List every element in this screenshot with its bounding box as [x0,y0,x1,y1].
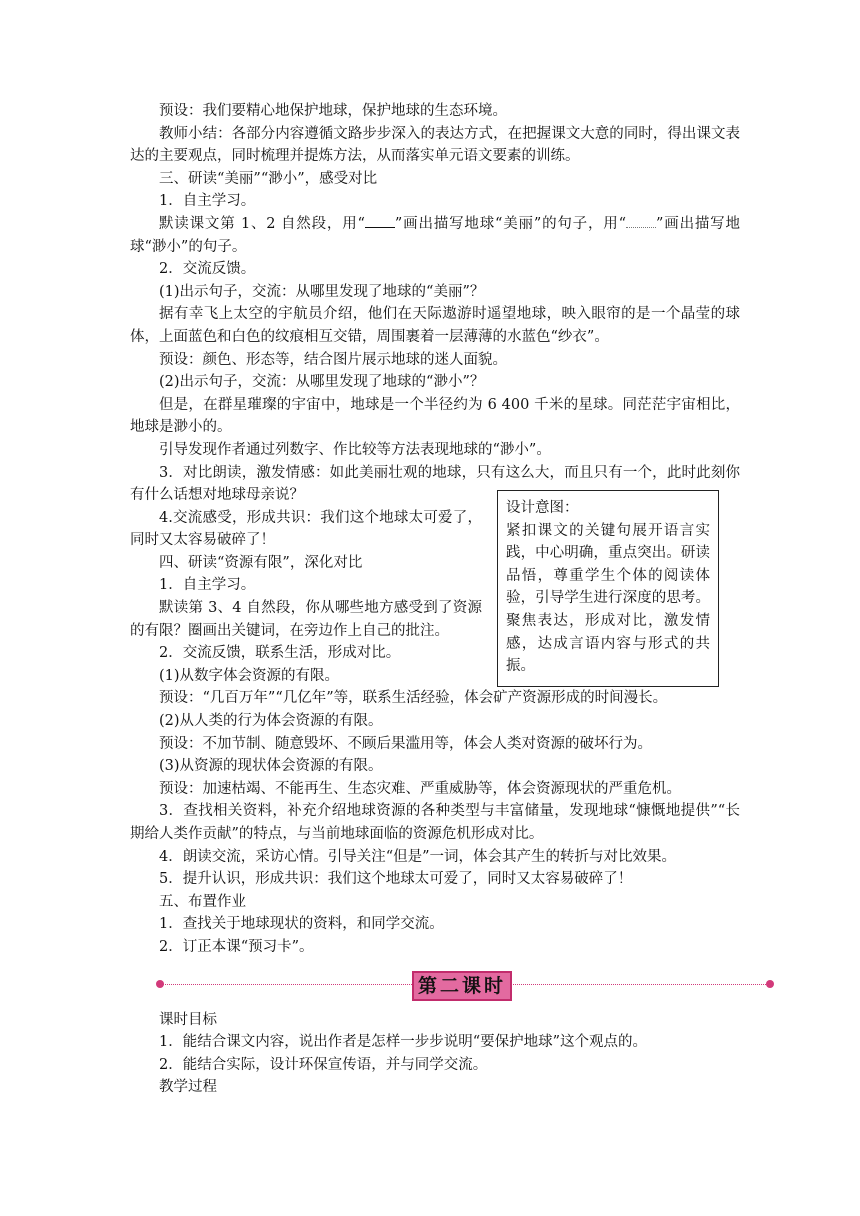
paragraph: 2．交流反馈。 [159,261,256,278]
paragraph: 2．订正本课“预习卡”。 [159,938,314,955]
paragraph: 据有幸飞上太空的宇航员介绍，他们在天际遨游时遥望地球，映入眼帘的是一个晶莹的球体，上面蓝色和白色的纹痕相互交错，周围裹着一层薄薄的水蓝色“纱衣”。 [130,306,740,345]
paragraph: 3．对比朗读，激发情感：如此美丽壮观的地球，只有这么大，而且只有一个，此时此刻你有什么话想对地球母亲说？ [130,464,740,504]
text-span: ”画出描写地球“渺小”的句子。 [130,215,740,255]
divider-dot-right [766,980,774,988]
paragraph: 教师小结：各部分内容遵循文路步步深入的表达方式，在把握课文大意的同时，得出课文表达的主要观点，同时梳理并提炼方法，从而落实单元语文要素的训练。 [130,125,740,165]
subheading: 课时目标 [159,1011,217,1028]
section-banner: 第二课时 [412,971,512,1001]
design-intent-text: 紧扣课文的关键句展开语言实践，中心明确，重点突出。研读品悟，尊重学生个体的阅读体验，引导学生进行深度的思考。聚焦表达，形成对比，激发情感，达成言语内容与形式的共振。 [506,522,710,675]
paragraph: 预设：加速枯竭、不能再生、生态灾难、严重威胁等，体会资源现状的严重危机。 [159,780,681,797]
paragraph: 1．查找关于地球现状的资料，和同学交流。 [159,916,444,933]
wavy-underline-mark [626,215,656,228]
document-page [130,100,740,1099]
paragraph: 2．交流反馈，联系生活，形成对比。 [159,645,401,662]
paragraph: 4.交流感受，形成共识：我们这个地球太可爱了，同时又太容易破碎了！ [130,509,482,549]
paragraph: 引导发现作者通过列数字、作比较等方法表现地球的“渺小”。 [159,441,551,458]
paragraph: 但是，在群星璀璨的宇宙中，地球是一个半径约为 6 400 千米的星球。同茫茫宇宙相比，地球是渺小的。 [130,396,740,436]
subheading: 教学过程 [159,1079,217,1096]
wrapped-column [130,507,482,643]
paragraph: 1．自主学习。 [159,577,256,594]
paragraph: (3)从资源的现状体会资源的有限。 [159,758,383,775]
section-heading: 五、布置作业 [159,893,246,910]
paragraph: (2)出示句子，交流：从哪里发现了地球的“渺小”？ [159,374,485,391]
underline-mark [365,215,395,228]
text-span: 默读课文第 1、2 自然段，用“ [159,215,365,232]
design-intent-box [497,490,719,687]
paragraph: 5．提升认识，形成共识：我们这个地球太可爱了，同时又太容易破碎了！ [159,871,633,888]
text-span: ”画出描写地球“美丽”的句子，用“ [394,215,627,232]
section-divider [130,971,740,999]
paragraph: 3．查找相关资料，补充介绍地球资源的各种类型与丰富储量，发现地球“慷慨地提供”“长期给人类作贡献”的特点，与当前地球面临的资源危机形成对比。 [130,803,740,842]
divider-dot-left [156,980,164,988]
paragraph: 预设：不加节制、随意毁坏、不顾后果滥用等，体会人类对资源的破坏行为。 [159,735,652,752]
paragraph: (1)从数字体会资源的有限。 [159,667,340,684]
paragraph: 预设：颜色、形态等，结合图片展示地球的迷人面貌。 [159,351,507,368]
paragraph: 预设：“几百万年”“几亿年”等，联系生活经验，体会矿产资源形成的时间漫长。 [159,690,668,707]
section-heading: 三、研读“美丽”“渺小”，感受对比 [159,170,378,187]
section-heading: 四、研读“资源有限”，深化对比 [159,554,363,571]
paragraph: 1．自主学习。 [159,193,256,210]
design-intent-title: 设计意图： [506,500,579,516]
paragraph [130,213,740,258]
paragraph: 默读第 3、4 自然段，你从哪些地方感受到了资源的有限？圈画出关键词，在旁边作上自己的批注。 [130,600,482,639]
paragraph: (2)从人类的行为体会资源的有限。 [159,713,383,730]
paragraph: 4．朗读交流，采访心情。引导关注“但是”一词，体会其产生的转折与对比效果。 [159,848,677,865]
paragraph: 1．能结合课文内容，说出作者是怎样一步步说明“要保护地球”这个观点的。 [159,1034,648,1051]
paragraph: 2．能结合实际，设计环保宣传语，并与同学交流。 [159,1056,488,1073]
paragraph: 预设：我们要精心地保护地球，保护地球的生态环境。 [159,103,507,119]
paragraph: (1)出示句子，交流：从哪里发现了地球的“美丽”？ [159,283,485,300]
